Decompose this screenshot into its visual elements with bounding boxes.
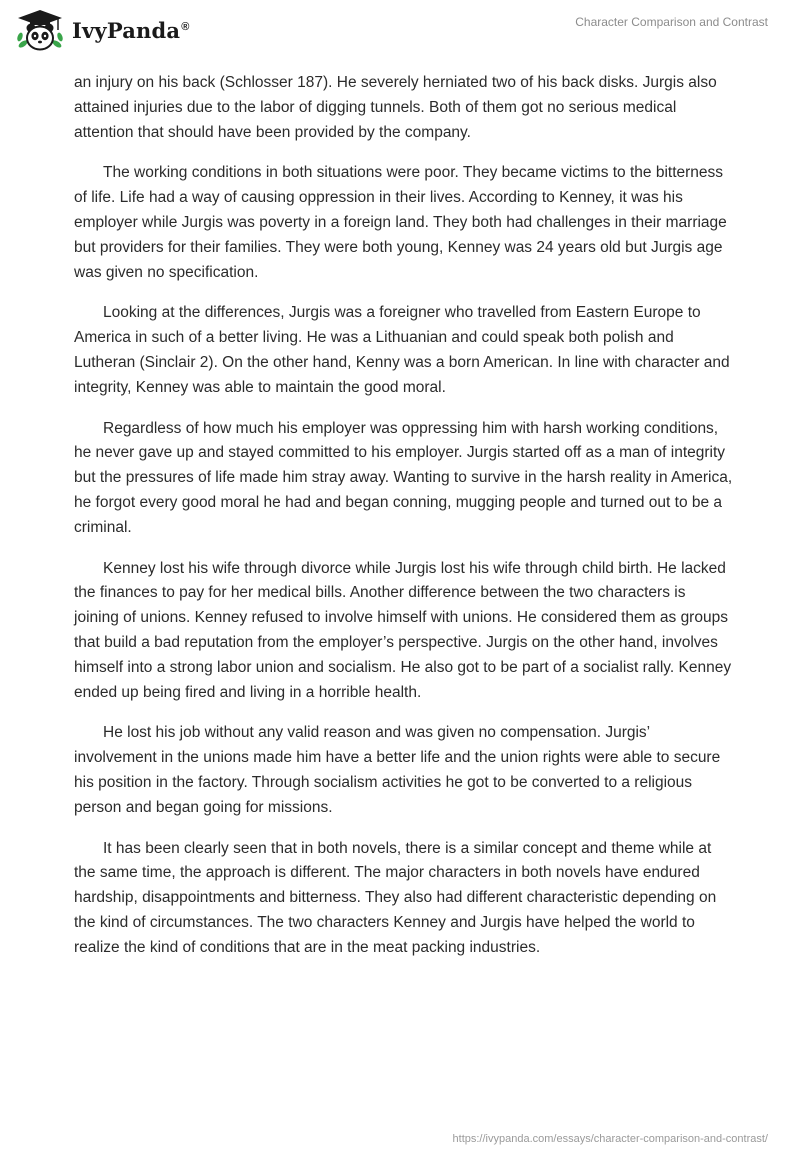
- paragraph: It has been clearly seen that in both novels, there is a similar concept and theme while at the same time, the approach is different. The major characters in both novels have endured hardship, disappointments and bitterness. They also had different characteristic depending on the kind of circumstances. The two characters Kenney and Jurgis have helped the world to realize the kind of conditions that are in the meat packing industries.: [74, 839, 717, 956]
- paragraph: Kenney lost his wife through divorce while Jurgis lost his wife through child birth. He lacked the finances to pay for her medical bills. Another difference between the two characters is joining of unions. Kenney refused to involve himself with unions. He considered them as groups that build a bad reputation from the employer’s perspective. Jurgis on the other hand, involves himself into a strong labor union and socialism. He also got to be part of a socialist rally. Kenney ended up being fired and living in a horrible health.: [74, 559, 732, 701]
- paragraph: an injury on his back (Schlosser 187). He severely herniated two of his back disks. Jurgis also attained injuries due to the labor of digging tunnels. Both of them got no serious medical attention that should have been provided by the company.: [74, 74, 717, 141]
- paragraph: Regardless of how much his employer was oppressing him with harsh working conditions, he never gave up and stayed committed to his employer. Jurgis started off as a man of integrity but the pressures of life made him stray away. Wanting to survive in the harsh reality in America, he forgot every good moral he had and began conning, mugging people and turned out to be a criminal.: [74, 419, 733, 536]
- ivypanda-logo[interactable]: [14, 8, 190, 52]
- page-header: [0, 0, 800, 60]
- document-title: Character Comparison and Contrast: [575, 15, 768, 29]
- paragraph: Looking at the differences, Jurgis was a foreigner who travelled from Eastern Europe to America in such of a better living. He was a Lithuanian and could speak both polish and Lutheran (Sinclair 2). On the other hand, Kenny was a born American. In line with character and integrity, Kenney was able to maintain the good moral.: [74, 304, 730, 396]
- paragraph: He lost his job without any valid reason and was given no compensation. Jurgis’ involvement in the unions made him have a better life and the union rights were able to secure his position in the factory. Through socialism activities he got to be converted to a religious person and began going for missions.: [74, 724, 721, 816]
- paragraph: The working conditions in both situations were poor. They became victims to the bitterness of life. Life had a way of causing oppression in their lives. According to Kenney, it was his employer while Jurgis was poverty in a foreign land. They both had challenges in their marriage but providers for their families. They were both young, Kenney was 24 years old but Jurgis age was given no specification.: [74, 164, 727, 281]
- source-url[interactable]: https://ivypanda.com/essays/character-comparison-and-contrast/: [452, 1133, 768, 1145]
- essay-body: [74, 71, 734, 977]
- panda-graduate-icon: [14, 8, 66, 52]
- logo-text: IvyPanda®: [72, 17, 190, 43]
